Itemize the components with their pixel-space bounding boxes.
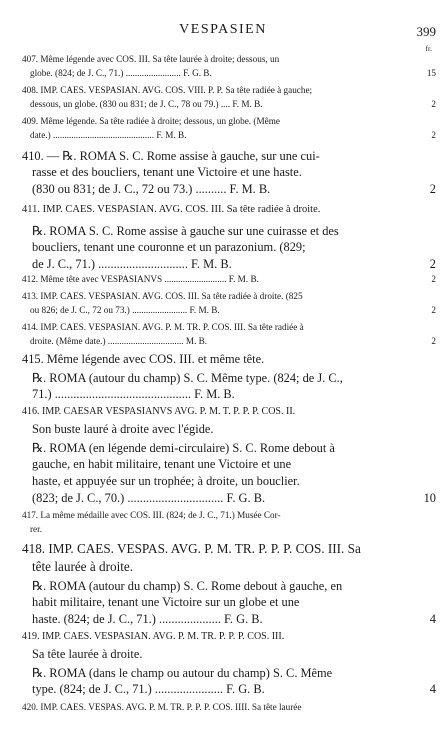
entry-value: 2 — [429, 257, 436, 271]
entry-line: 411. IMP. CAES. VESPASIAN. AVG. COS. III. Sa tête radiée à droite. — [22, 204, 321, 215]
entry-line: Sa tête laurée à droite. — [32, 647, 143, 661]
entry-line: haste, et appuyée sur un trophée; à droite, un bouclier. — [32, 474, 300, 488]
entry-line: gauche, en habit militaire, tenant une Victoire et une — [32, 457, 292, 471]
entry-line: (823; de J. C., 70.) ............................... F. G. B. — [32, 491, 266, 505]
entry-value: 2 — [431, 99, 436, 109]
entry-line: ℞. ROMA (autour du champ) S. C. Rome debout à gauche, en — [32, 579, 343, 593]
entry-line: ℞. ROMA (dans le champ ou autour du champ) S. C. Même — [32, 666, 333, 680]
entry-line: 410. — ℞. ROMA S. C. Rome assise à gauche, sur une cui- — [22, 149, 320, 163]
entry-line: 416. IMP. CAESAR VESPASIANVS AVG. P. M. T. P. P. P. COS. II. — [22, 406, 296, 417]
entry-line: date.) ............................................ F. M. B. — [30, 130, 187, 140]
entry-line: rer. — [30, 524, 42, 534]
entry-line: droite. (Même date.) ................................. M. B. — [30, 336, 208, 346]
entry-value: 15 — [426, 68, 436, 78]
entry-line: de J. C., 71.) ............................. F. M. B. — [32, 257, 232, 271]
entry-line: ou 826; de J. C., 72 ou 73.) ........................ F. M. B. — [30, 305, 220, 315]
entry-line: 419. IMP. CAES. VESPASIAN. AVG. P. M. TR. P. P. P. COS. III. — [22, 631, 285, 642]
entry-line: tête laurée à droite. — [32, 559, 134, 574]
entry-line: type. (824; de J. C., 71.) ...................... F. G. B. — [32, 682, 265, 696]
entry-value: 4 — [429, 612, 436, 626]
running-head: VESPASIEN — [179, 22, 267, 37]
entry-line: 409. Même légende. Sa tête radiée à droite; dessous, un globe. (Même — [22, 116, 280, 126]
entry-line: haste. (824; de J. C., 71.) .................... F. G. B. — [32, 612, 263, 626]
entry-line: 71.) ............................................ F. M. B. — [32, 387, 235, 401]
page-number: 399 — [416, 24, 436, 39]
entry-line: 415. Même légende avec COS. III. et même tête. — [22, 352, 265, 366]
entry-value: 4 — [429, 682, 436, 696]
entry-line: 417. La même médaille avec COS. III. (824; de J. C., 71.) Musée Cor- — [22, 510, 281, 520]
entry-value: 2 — [431, 305, 436, 315]
entry-line: 408. IMP. CAES. VESPASIAN. AVG. COS. VIII. P. P. Sa tête radiée à gauche; — [22, 85, 313, 95]
entry-value: 2 — [431, 274, 436, 284]
entry-line: (830 ou 831; de J. C., 72 ou 73.) .......... F. M. B. — [32, 182, 271, 196]
entry-value: 10 — [423, 491, 436, 505]
entry-value: 2 — [431, 336, 436, 346]
entry-line: dessous, un globe. (830 ou 831; de J. C., 78 ou 79.) .... F. M. B. — [30, 99, 263, 109]
entry-line: habit militaire, tenant une Victoire sur un globe et une — [32, 595, 300, 609]
entry-line: rasse et des boucliers, tenant une Victoire et une haste. — [32, 165, 302, 179]
entry-line: boucliers, tenant une couronne et un parazonium. (829; — [32, 240, 306, 254]
entry-line: ℞. ROMA (autour du champ) S. C. Même type. (824; de J. C., — [32, 371, 343, 385]
entry-line: Son buste lauré à droite avec l'égide. — [32, 422, 214, 436]
entry-line: 407. Même légende avec COS. III. Sa tête laurée à droite; dessous, un — [22, 54, 280, 64]
entry-value: 2 — [429, 182, 436, 196]
entry-line: 413. IMP. CAES. VESPASIAN. AVG. COS. III. Sa tête radiée à droite. (825 — [22, 291, 303, 301]
value-unit: fr. — [425, 44, 432, 53]
entry-line: ℞. ROMA (en légende demi-circulaire) S. C. Rome debout à — [32, 441, 335, 455]
entry-line: 412. Même tête avec VESPASIANVS ........................... F. M. B. — [22, 274, 259, 284]
entry-line: ℞. ROMA S. C. Rome assise à gauche sur une cuirasse et des — [32, 224, 339, 238]
entry-line: 414. IMP. CAES. VESPASIAN. AVG. P. M. TR. P. COS. III. Sa tête radiée à — [22, 322, 304, 332]
entry-line: 418. IMP. CAES. VESPAS. AVG. P. M. TR. P. P. P. COS. III. Sa — [22, 541, 361, 556]
entry-line: globe. (824; de J. C., 71.) ........................ F. G. B. — [30, 68, 212, 78]
entry-value: 2 — [431, 130, 436, 140]
entry-line: 420. IMP. CAES. VESPAS. AVG. P. M. TR. P. P. P. COS. IIII. Sa tête laurée — [22, 702, 302, 712]
